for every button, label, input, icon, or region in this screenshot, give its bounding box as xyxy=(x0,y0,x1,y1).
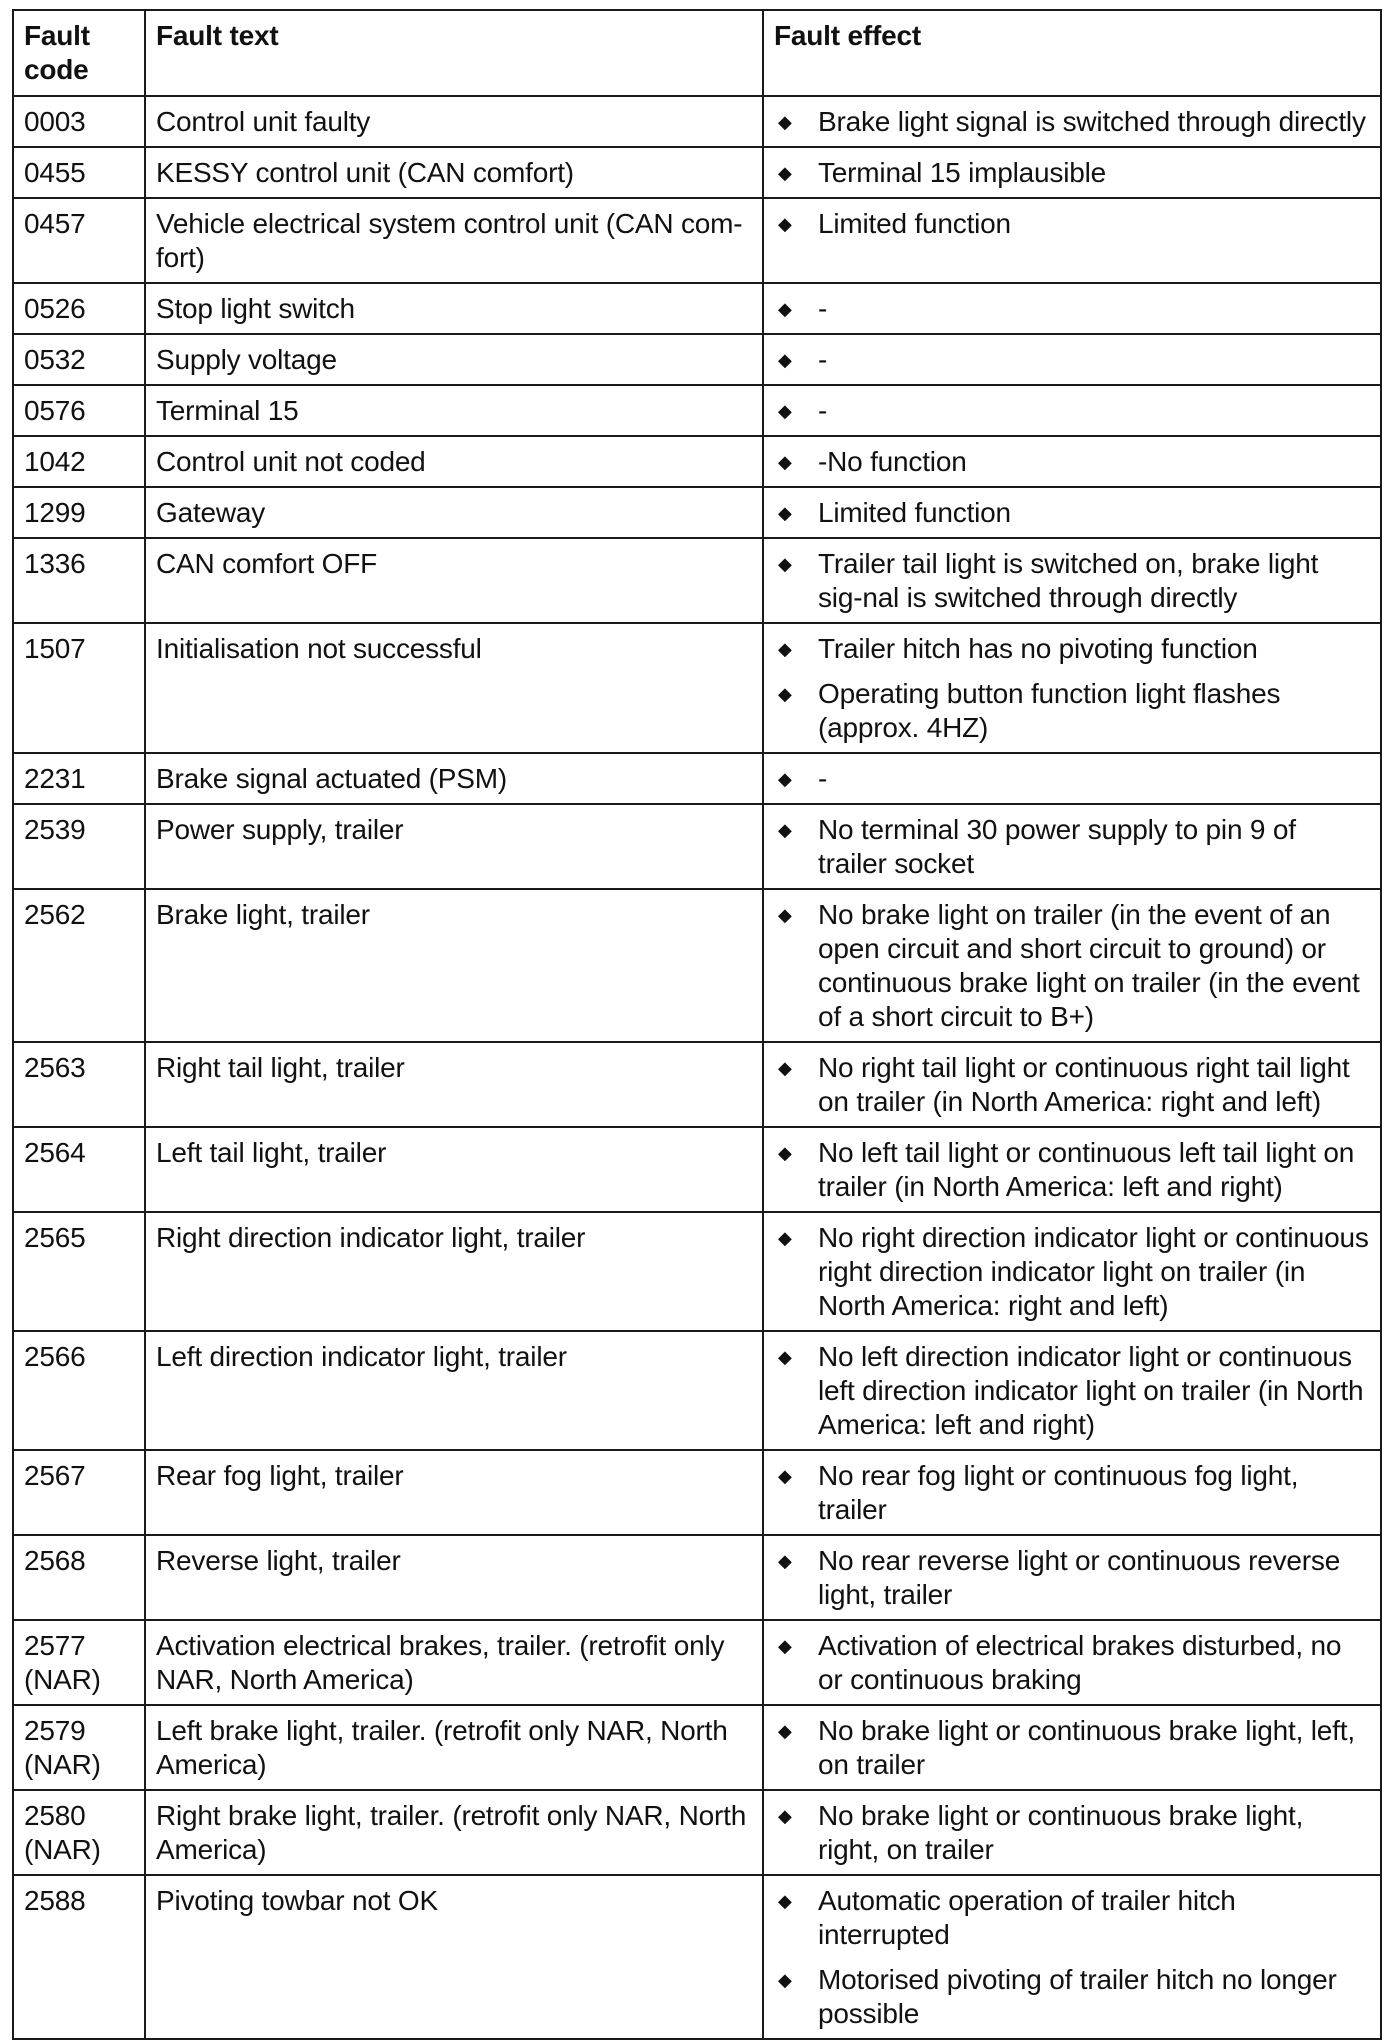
diamond-bullet-icon: ◆ xyxy=(778,1891,792,1911)
header-fault-effect: Fault effect xyxy=(763,10,1381,96)
effect-list-item xyxy=(774,1799,1370,1867)
fault-code-cell: 2579 (NAR) xyxy=(13,1705,145,1790)
fault-text-cell: Right tail light, trailer xyxy=(145,1042,763,1127)
fault-effect-cell xyxy=(763,1127,1381,1212)
fault-code-cell: 0003 xyxy=(13,96,145,147)
effect-text: - xyxy=(818,344,828,375)
effect-text: Automatic operation of trailer hitch interrupted xyxy=(818,1885,1236,1950)
table-row xyxy=(13,538,1381,623)
fault-effect-cell xyxy=(763,385,1381,436)
fault-effect-cell xyxy=(763,487,1381,538)
diamond-bullet-icon: ◆ xyxy=(778,1058,792,1078)
fault-effect-cell xyxy=(763,1790,1381,1875)
fault-effect-cell xyxy=(763,753,1381,804)
diamond-bullet-icon: ◆ xyxy=(778,503,792,523)
header-fault-code: Fault code xyxy=(13,10,145,96)
fault-text-cell: Right brake light, trailer. (retrofit only NAR, North America) xyxy=(145,1790,763,1875)
fault-code-cell: 2231 xyxy=(13,753,145,804)
fault-text-cell: Control unit not coded xyxy=(145,436,763,487)
table-row xyxy=(13,1212,1381,1331)
fault-text-cell: Left direction indicator light, trailer xyxy=(145,1331,763,1450)
effect-text: No left tail light or continuous left tail light on trailer (in North America: left and right) xyxy=(818,1137,1355,1202)
fault-text-cell: Brake signal actuated (PSM) xyxy=(145,753,763,804)
fault-code-cell: 0455 xyxy=(13,147,145,198)
effect-text: Motorised pivoting of trailer hitch no longer possible xyxy=(818,1964,1337,2029)
fault-effect-cell xyxy=(763,283,1381,334)
fault-text-cell: CAN comfort OFF xyxy=(145,538,763,623)
effect-list-item xyxy=(774,156,1370,190)
effect-text: No rear fog light or continuous fog light, trailer xyxy=(818,1460,1299,1525)
effect-text: - xyxy=(818,395,828,426)
fault-code-cell: 2580 (NAR) xyxy=(13,1790,145,1875)
diamond-bullet-icon: ◆ xyxy=(778,350,792,370)
effect-list-item xyxy=(774,1459,1370,1527)
table-row xyxy=(13,385,1381,436)
fault-text-cell: Supply voltage xyxy=(145,334,763,385)
diamond-bullet-icon: ◆ xyxy=(778,684,792,704)
fault-text-cell: Gateway xyxy=(145,487,763,538)
diamond-bullet-icon: ◆ xyxy=(778,1636,792,1656)
fault-effect-cell xyxy=(763,147,1381,198)
effect-text: Terminal 15 implausible xyxy=(818,157,1106,188)
diamond-bullet-icon: ◆ xyxy=(778,554,792,574)
table-row xyxy=(13,1450,1381,1535)
effect-text: No brake light on trailer (in the event of an open circuit and short circuit to ground) or continuous brake light on trailer (in the event of a short circuit to B+) xyxy=(818,899,1360,1032)
effect-list-item xyxy=(774,1714,1370,1782)
diamond-bullet-icon: ◆ xyxy=(778,639,792,659)
fault-text-cell: Left tail light, trailer xyxy=(145,1127,763,1212)
fault-code-cell: 1042 xyxy=(13,436,145,487)
diamond-bullet-icon: ◆ xyxy=(778,1143,792,1163)
table-row xyxy=(13,198,1381,283)
table-row xyxy=(13,147,1381,198)
effect-list-item xyxy=(774,1051,1370,1119)
diamond-bullet-icon: ◆ xyxy=(778,769,792,789)
effect-text: No right tail light or continuous right tail light on trailer (in North America: right and left) xyxy=(818,1052,1350,1117)
fault-effect-cell xyxy=(763,1535,1381,1620)
table-row xyxy=(13,804,1381,889)
fault-effect-cell xyxy=(763,334,1381,385)
table-row xyxy=(13,487,1381,538)
table-row xyxy=(13,436,1381,487)
effect-list-item xyxy=(774,207,1370,241)
table-row xyxy=(13,1535,1381,1620)
diamond-bullet-icon: ◆ xyxy=(778,214,792,234)
fault-effect-cell xyxy=(763,1875,1381,2039)
fault-effect-cell xyxy=(763,1620,1381,1705)
effect-text: No terminal 30 power supply to pin 9 of trailer socket xyxy=(818,814,1296,879)
fault-code-cell: 2577 (NAR) xyxy=(13,1620,145,1705)
diamond-bullet-icon: ◆ xyxy=(778,1970,792,1990)
effect-list-item xyxy=(774,1340,1370,1442)
fault-effect-cell xyxy=(763,538,1381,623)
fault-effect-cell xyxy=(763,96,1381,147)
fault-code-cell: 1299 xyxy=(13,487,145,538)
effect-text: Activation of electrical brakes disturbed, no or continuous braking xyxy=(818,1630,1342,1695)
effect-text: Trailer tail light is switched on, brake light sig-nal is switched through directly xyxy=(818,548,1319,613)
fault-code-cell: 0532 xyxy=(13,334,145,385)
fault-text-cell: Power supply, trailer xyxy=(145,804,763,889)
fault-code-cell: 0576 xyxy=(13,385,145,436)
fault-effect-cell xyxy=(763,436,1381,487)
table-row xyxy=(13,334,1381,385)
effect-list-item xyxy=(774,445,1370,479)
table-row xyxy=(13,1620,1381,1705)
effect-list-item xyxy=(774,677,1370,745)
effect-text: Operating button function light flashes (approx. 4HZ) xyxy=(818,678,1281,743)
diamond-bullet-icon: ◆ xyxy=(778,820,792,840)
effect-text: No brake light or continuous brake light, left, on trailer xyxy=(818,1715,1355,1780)
effect-list-item xyxy=(774,632,1370,666)
fault-text-cell: Stop light switch xyxy=(145,283,763,334)
effect-text: No left direction indicator light or continuous left direction indicator light on trailer (in North America: left and right) xyxy=(818,1341,1364,1440)
effect-list-item xyxy=(774,1963,1370,2031)
fault-code-cell: 2588 xyxy=(13,1875,145,2039)
fault-text-cell: Brake light, trailer xyxy=(145,889,763,1042)
effect-list-item xyxy=(774,813,1370,881)
fault-code-cell: 2562 xyxy=(13,889,145,1042)
fault-code-cell: 2563 xyxy=(13,1042,145,1127)
fault-code-cell: 2565 xyxy=(13,1212,145,1331)
fault-text-cell: KESSY control unit (CAN comfort) xyxy=(145,147,763,198)
table-row xyxy=(13,753,1381,804)
fault-code-cell: 2539 xyxy=(13,804,145,889)
effect-text: Limited function xyxy=(818,497,1011,528)
fault-text-cell: Reverse light, trailer xyxy=(145,1535,763,1620)
effect-list-item xyxy=(774,1884,1370,1952)
fault-effect-cell xyxy=(763,1450,1381,1535)
fault-effect-cell xyxy=(763,1212,1381,1331)
effect-text: -No function xyxy=(818,446,967,477)
diamond-bullet-icon: ◆ xyxy=(778,1721,792,1741)
effect-text: No rear reverse light or continuous reverse light, trailer xyxy=(818,1545,1341,1610)
fault-effect-cell xyxy=(763,804,1381,889)
table-row xyxy=(13,96,1381,147)
effect-list-item xyxy=(774,898,1370,1034)
table-row xyxy=(13,1127,1381,1212)
fault-code-cell: 0526 xyxy=(13,283,145,334)
diamond-bullet-icon: ◆ xyxy=(778,452,792,472)
diamond-bullet-icon: ◆ xyxy=(778,1228,792,1248)
effect-list-item xyxy=(774,105,1370,139)
fault-text-cell: Vehicle electrical system control unit (CAN com-fort) xyxy=(145,198,763,283)
diamond-bullet-icon: ◆ xyxy=(778,1551,792,1571)
fault-code-cell: 2566 xyxy=(13,1331,145,1450)
diamond-bullet-icon: ◆ xyxy=(778,112,792,132)
effect-list-item xyxy=(774,343,1370,377)
fault-code-cell: 1507 xyxy=(13,623,145,753)
fault-code-cell: 2564 xyxy=(13,1127,145,1212)
effect-list-item xyxy=(774,1136,1370,1204)
fault-code-table xyxy=(12,9,1382,2040)
table-row xyxy=(13,889,1381,1042)
fault-effect-cell xyxy=(763,1042,1381,1127)
fault-code-cell: 1336 xyxy=(13,538,145,623)
table-row xyxy=(13,1331,1381,1450)
effect-list-item xyxy=(774,1629,1370,1697)
table-row xyxy=(13,1790,1381,1875)
effect-list-item xyxy=(774,1544,1370,1612)
table-header xyxy=(13,10,1381,96)
table-row xyxy=(13,1042,1381,1127)
fault-text-cell: Control unit faulty xyxy=(145,96,763,147)
fault-code-cell: 0457 xyxy=(13,198,145,283)
header-row xyxy=(13,10,1381,96)
fault-text-cell: Initialisation not successful xyxy=(145,623,763,753)
table-row xyxy=(13,1705,1381,1790)
effect-text: Brake light signal is switched through directly xyxy=(818,106,1366,137)
effect-list-item xyxy=(774,394,1370,428)
table-row xyxy=(13,283,1381,334)
effect-list-item xyxy=(774,496,1370,530)
diamond-bullet-icon: ◆ xyxy=(778,905,792,925)
fault-effect-cell xyxy=(763,1705,1381,1790)
effect-text: No right direction indicator light or continuous right direction indicator light on trailer (in North America: right and left) xyxy=(818,1222,1369,1321)
effect-text: Limited function xyxy=(818,208,1011,239)
effect-text: Trailer hitch has no pivoting function xyxy=(818,633,1258,664)
effect-list-item xyxy=(774,547,1370,615)
fault-text-cell: Pivoting towbar not OK xyxy=(145,1875,763,2039)
fault-effect-cell xyxy=(763,889,1381,1042)
diamond-bullet-icon: ◆ xyxy=(778,1466,792,1486)
fault-effect-cell xyxy=(763,198,1381,283)
effect-list-item xyxy=(774,1221,1370,1323)
fault-code-cell: 2567 xyxy=(13,1450,145,1535)
diamond-bullet-icon: ◆ xyxy=(778,1347,792,1367)
diamond-bullet-icon: ◆ xyxy=(778,401,792,421)
fault-text-cell: Rear fog light, trailer xyxy=(145,1450,763,1535)
table-row xyxy=(13,1875,1381,2039)
diamond-bullet-icon: ◆ xyxy=(778,299,792,319)
fault-effect-cell xyxy=(763,1331,1381,1450)
effect-list-item xyxy=(774,292,1370,326)
fault-text-cell: Activation electrical brakes, trailer. (retrofit only NAR, North America) xyxy=(145,1620,763,1705)
diamond-bullet-icon: ◆ xyxy=(778,163,792,183)
header-fault-text: Fault text xyxy=(145,10,763,96)
diamond-bullet-icon: ◆ xyxy=(778,1806,792,1826)
effect-text: - xyxy=(818,763,828,794)
fault-text-cell: Left brake light, trailer. (retrofit only NAR, North America) xyxy=(145,1705,763,1790)
table-body xyxy=(13,96,1381,2039)
fault-text-cell: Terminal 15 xyxy=(145,385,763,436)
fault-text-cell: Right direction indicator light, trailer xyxy=(145,1212,763,1331)
fault-code-cell: 2568 xyxy=(13,1535,145,1620)
effect-text: - xyxy=(818,293,828,324)
table-row xyxy=(13,623,1381,753)
fault-effect-cell xyxy=(763,623,1381,753)
effect-list-item xyxy=(774,762,1370,796)
effect-text: No brake light or continuous brake light, right, on trailer xyxy=(818,1800,1304,1865)
